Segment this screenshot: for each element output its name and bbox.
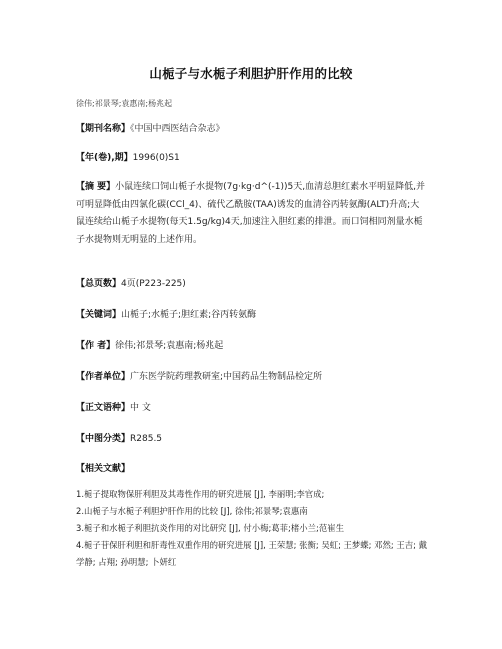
reference-list: [76, 486, 432, 571]
keywords-field: [76, 307, 428, 325]
journal-value: 《中国中西医结合杂志》: [130, 124, 225, 134]
abstract-label: 【摘 要】: [76, 182, 116, 192]
pages-value: 4页(P223-225): [121, 279, 186, 289]
keywords-value: 山栀子;水栀子;胆红素;谷丙转氨酶: [121, 310, 257, 320]
journal-field: [76, 121, 428, 139]
clc-value: R285.5: [130, 434, 163, 444]
language-field: [76, 400, 428, 418]
reference-item[interactable]: 2.山栀子与水栀子利胆护肝作用的比较 [J], 徐伟;祁景琴;袁惠南: [76, 506, 308, 516]
reference-item[interactable]: 4.栀子苷保肝利胆和肝毒性双重作用的研究进展 [J], 王荣慧; 张衡; 吴虹; 王梦蝶; 邓然; 王吉; 戴学静; 占翔; 孙明慧; 卜妍红: [76, 540, 428, 567]
affiliation-label: 【作者单位】: [76, 372, 131, 382]
affiliation-value: 广东医学院药理教研室;中国药品生物制品检定所: [130, 372, 323, 382]
abstract-field: [76, 179, 428, 249]
language-label: 【正文语种】: [76, 403, 131, 413]
related-field: [76, 461, 428, 479]
year-issue-value: 1996(0)S1: [132, 153, 180, 163]
year-issue-label: 【年(卷),期】: [76, 153, 133, 163]
author-label: 【作 者】: [76, 341, 116, 351]
abstract-value: 小鼠连续口饲山栀子水提物(7g·kg·d^(-1))5天,血清总胆红素水平明显降低,并可明显降低由四氯化碳(CCl_4)、硫代乙酰胺(TAA)诱发的血清谷丙转氨酶(ALT)升高;大鼠连续给山栀子水提物(每天1.5g/kg)4天,加速注入胆红素的排泄。而口饲相同剂量水栀子水提物则无明显的上述作用。: [76, 182, 425, 245]
language-value: 中 文: [130, 403, 151, 413]
year-issue-field: [76, 150, 428, 168]
pages-label: 【总页数】: [76, 279, 122, 289]
author-value: 徐伟;祁景琴;袁惠南;杨兆起: [115, 341, 224, 351]
reference-item[interactable]: 1.栀子提取物保肝利胆及其毒性作用的研究进展 [J], 李丽明;李官成;: [76, 489, 325, 499]
pages-field: [76, 276, 428, 294]
clc-label: 【中图分类】: [76, 434, 131, 444]
affiliation-field: [76, 369, 428, 387]
author-field: [76, 338, 428, 356]
clc-field: [76, 431, 428, 449]
related-label: 【相关文献】: [76, 464, 131, 474]
document-title: 山栀子与水栀子利胆护肝作用的比较: [149, 66, 353, 81]
journal-label: 【期刊名称】: [76, 124, 131, 134]
reference-item[interactable]: 3.栀子和水栀子利胆抗炎作用的对比研究 [J], 付小梅;葛菲;楮小兰;范崔生: [76, 523, 344, 533]
keywords-label: 【关键词】: [76, 310, 122, 320]
author-line: 徐伟;祁景琴;袁惠南;杨兆起: [76, 99, 173, 108]
